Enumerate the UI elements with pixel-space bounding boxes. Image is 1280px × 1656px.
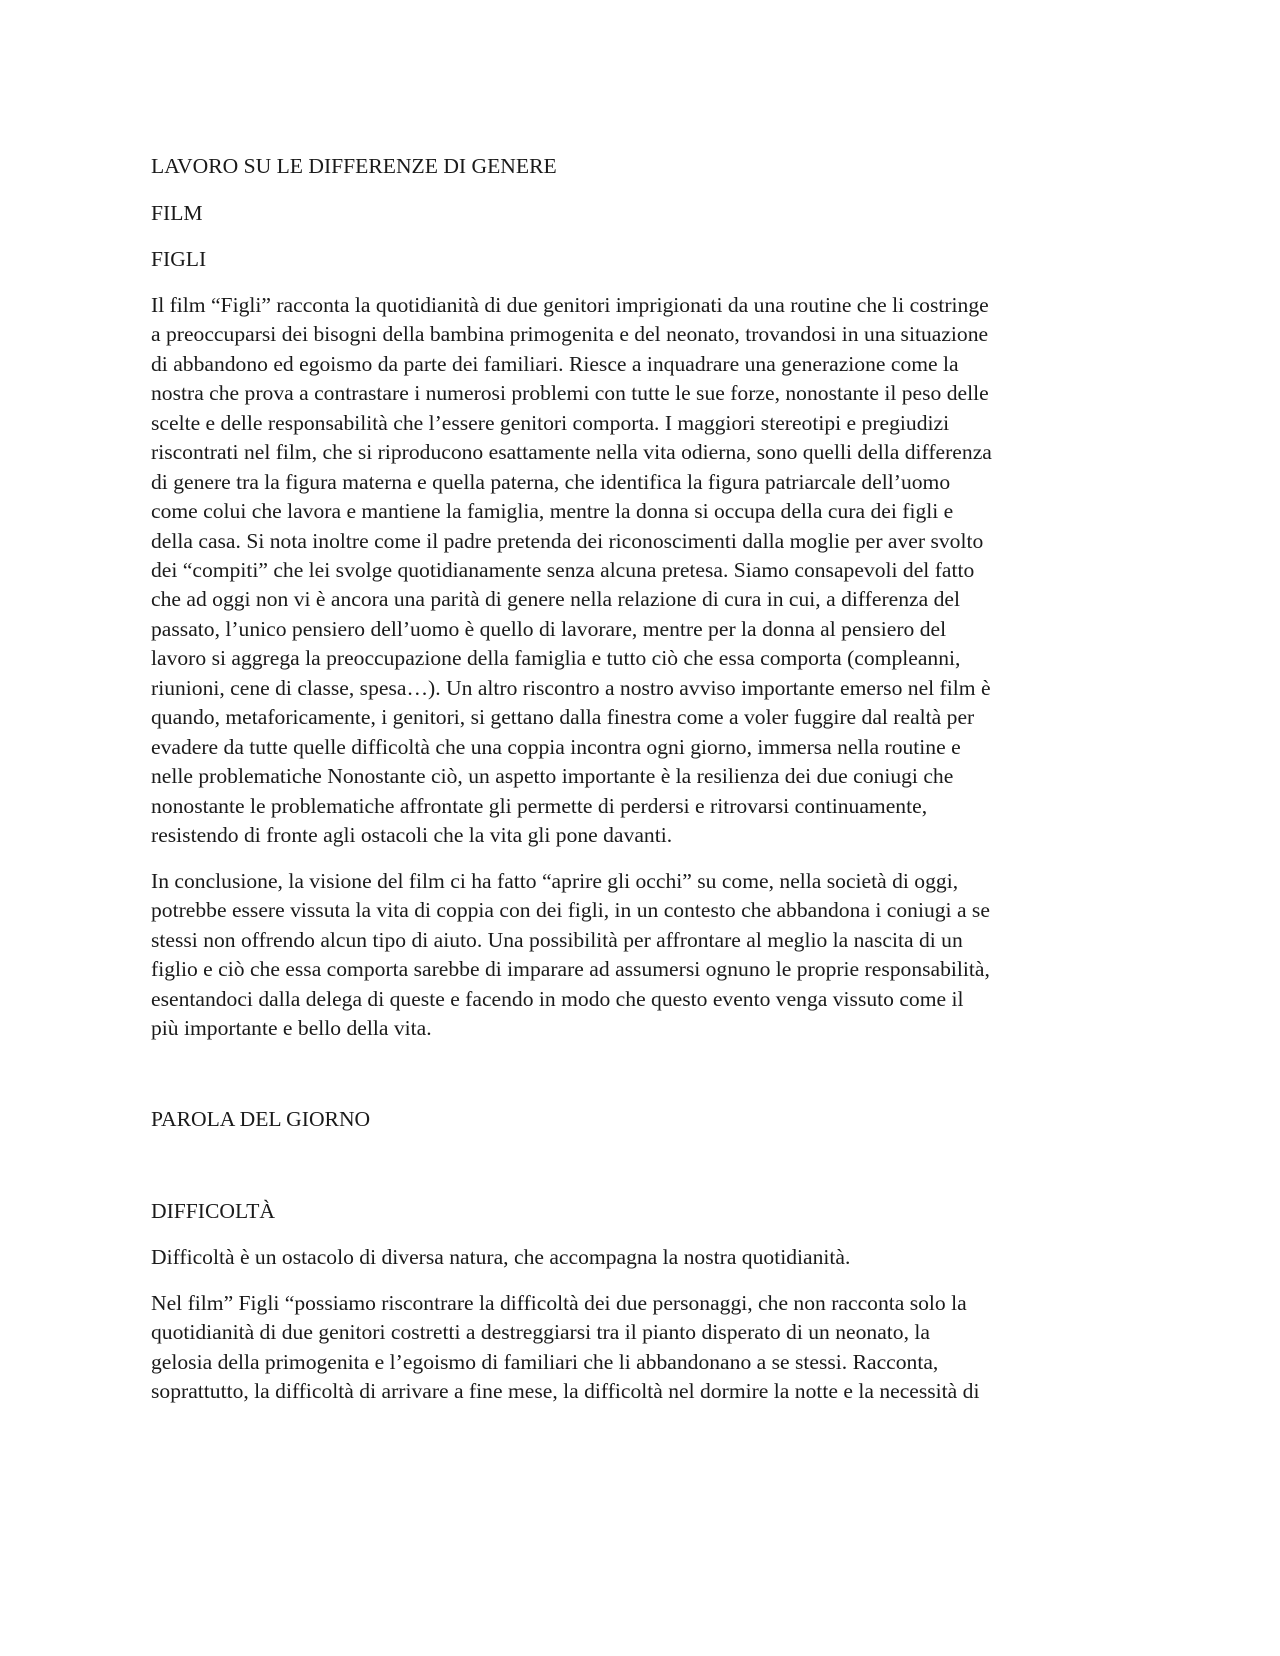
paragraph-line: di genere tra la figura materna e quella paterna, che identifica la figura patriarcale dell’uomo: [151, 470, 951, 494]
paragraph-line: quotidianità di due genitori costretti a destreggiarsi tra il pianto disperato di un neonato, la: [151, 1320, 930, 1344]
film-label: FILM: [151, 201, 203, 225]
paragraph-line: della casa. Si nota inoltre come il padre pretenda dei riconoscimenti dalla moglie per aver svolto: [151, 529, 984, 553]
paragraph-line: nelle problematiche Nonostante ciò, un aspetto importante è la resilienza dei due coniugi che: [151, 764, 954, 788]
word-heading: DIFFICOLTÀ: [151, 1199, 275, 1223]
paragraph-line: nostra che prova a contrastare i numerosi problemi con tutte le sue forze, nonostante il peso delle: [151, 381, 989, 405]
paragraph-line: passato, l’unico pensiero dell’uomo è quello di lavorare, mentre per la donna al pensiero del: [151, 617, 947, 641]
word-section-heading: PAROLA DEL GIORNO: [151, 1107, 371, 1131]
paragraph-line: stessi non offrendo alcun tipo di aiuto. Una possibilità per affrontare al meglio la nascita di un: [151, 928, 963, 952]
film-name: FIGLI: [151, 247, 207, 271]
paragraph-line: gelosia della primogenita e l’egoismo di familiari che li abbandonano a se stessi. Racconta,: [151, 1350, 939, 1374]
paragraph-line: In conclusione, la visione del film ci ha fatto “aprire gli occhi” su come, nella società di oggi,: [151, 869, 959, 893]
paragraph-line: dei “compiti” che lei svolge quotidianamente senza alcuna pretesa. Siamo consapevoli del fatto: [151, 558, 975, 582]
paragraph-line: lavoro si aggrega la preoccupazione della famiglia e tutto ciò che essa comporta (compleanni,: [151, 646, 961, 670]
paragraph-line: come colui che lavora e mantiene la famiglia, mentre la donna si occupa della cura dei figli e: [151, 499, 954, 523]
paragraph-line: Nel film” Figli “possiamo riscontrare la difficoltà dei due personaggi, che non racconta solo la: [151, 1291, 967, 1315]
paragraph-line: riunioni, cene di classe, spesa…). Un altro riscontro a nostro avviso importante emerso nel film è: [151, 676, 991, 700]
paragraph-line: esentandoci dalla delega di queste e facendo in modo che questo evento venga vissuto come il: [151, 987, 964, 1011]
paragraph-line: a preoccuparsi dei bisogni della bambina primogenita e del neonato, trovandosi in una situazione: [151, 322, 989, 346]
paragraph-line: che ad oggi non vi è ancora una parità di genere nella relazione di cura in cui, a differenza del: [151, 587, 960, 611]
paragraph-line: quando, metaforicamente, i genitori, si gettano dalla finestra come a voler fuggire dal realtà per: [151, 705, 975, 729]
paragraph-line: riscontrati nel film, che si riproducono esattamente nella vita odierna, sono quelli della differenza: [151, 440, 992, 464]
paragraph-line: resistendo di fronte agli ostacoli che la vita gli pone davanti.: [151, 823, 673, 847]
paragraph-line: di abbandono ed egoismo da parte dei familiari. Riesce a inquadrare una generazione come la: [151, 352, 959, 376]
paragraph-line: potrebbe essere vissuta la vita di coppia con dei figli, in un contesto che abbandona i coniugi a se: [151, 898, 990, 922]
paragraph-line: scelte e delle responsabilità che l’essere genitori comporta. I maggiori stereotipi e pregiudizi: [151, 411, 950, 435]
paragraph-line: più importante e bello della vita.: [151, 1016, 432, 1040]
paragraph-line: evadere da tutte quelle difficoltà che una coppia incontra ogni giorno, immersa nella routine e: [151, 735, 961, 759]
paragraph-line: Il film “Figli” racconta la quotidianità di due genitori imprigionati da una routine che li costringe: [151, 293, 989, 317]
document-title: LAVORO SU LE DIFFERENZE DI GENERE: [151, 154, 557, 178]
paragraph-line: figlio e ciò che essa comporta sarebbe di imparare ad assumersi ognuno le proprie responsabilità,: [151, 957, 990, 981]
paragraph-line: nonostante le problematiche affrontate gli permette di perdersi e ritrovarsi continuamente,: [151, 794, 928, 818]
word-definition: Difficoltà è un ostacolo di diversa natura, che accompagna la nostra quotidianità.: [151, 1245, 851, 1269]
paragraph-line: soprattutto, la difficoltà di arrivare a fine mese, la difficoltà nel dormire la notte e la necessità di: [151, 1379, 980, 1403]
